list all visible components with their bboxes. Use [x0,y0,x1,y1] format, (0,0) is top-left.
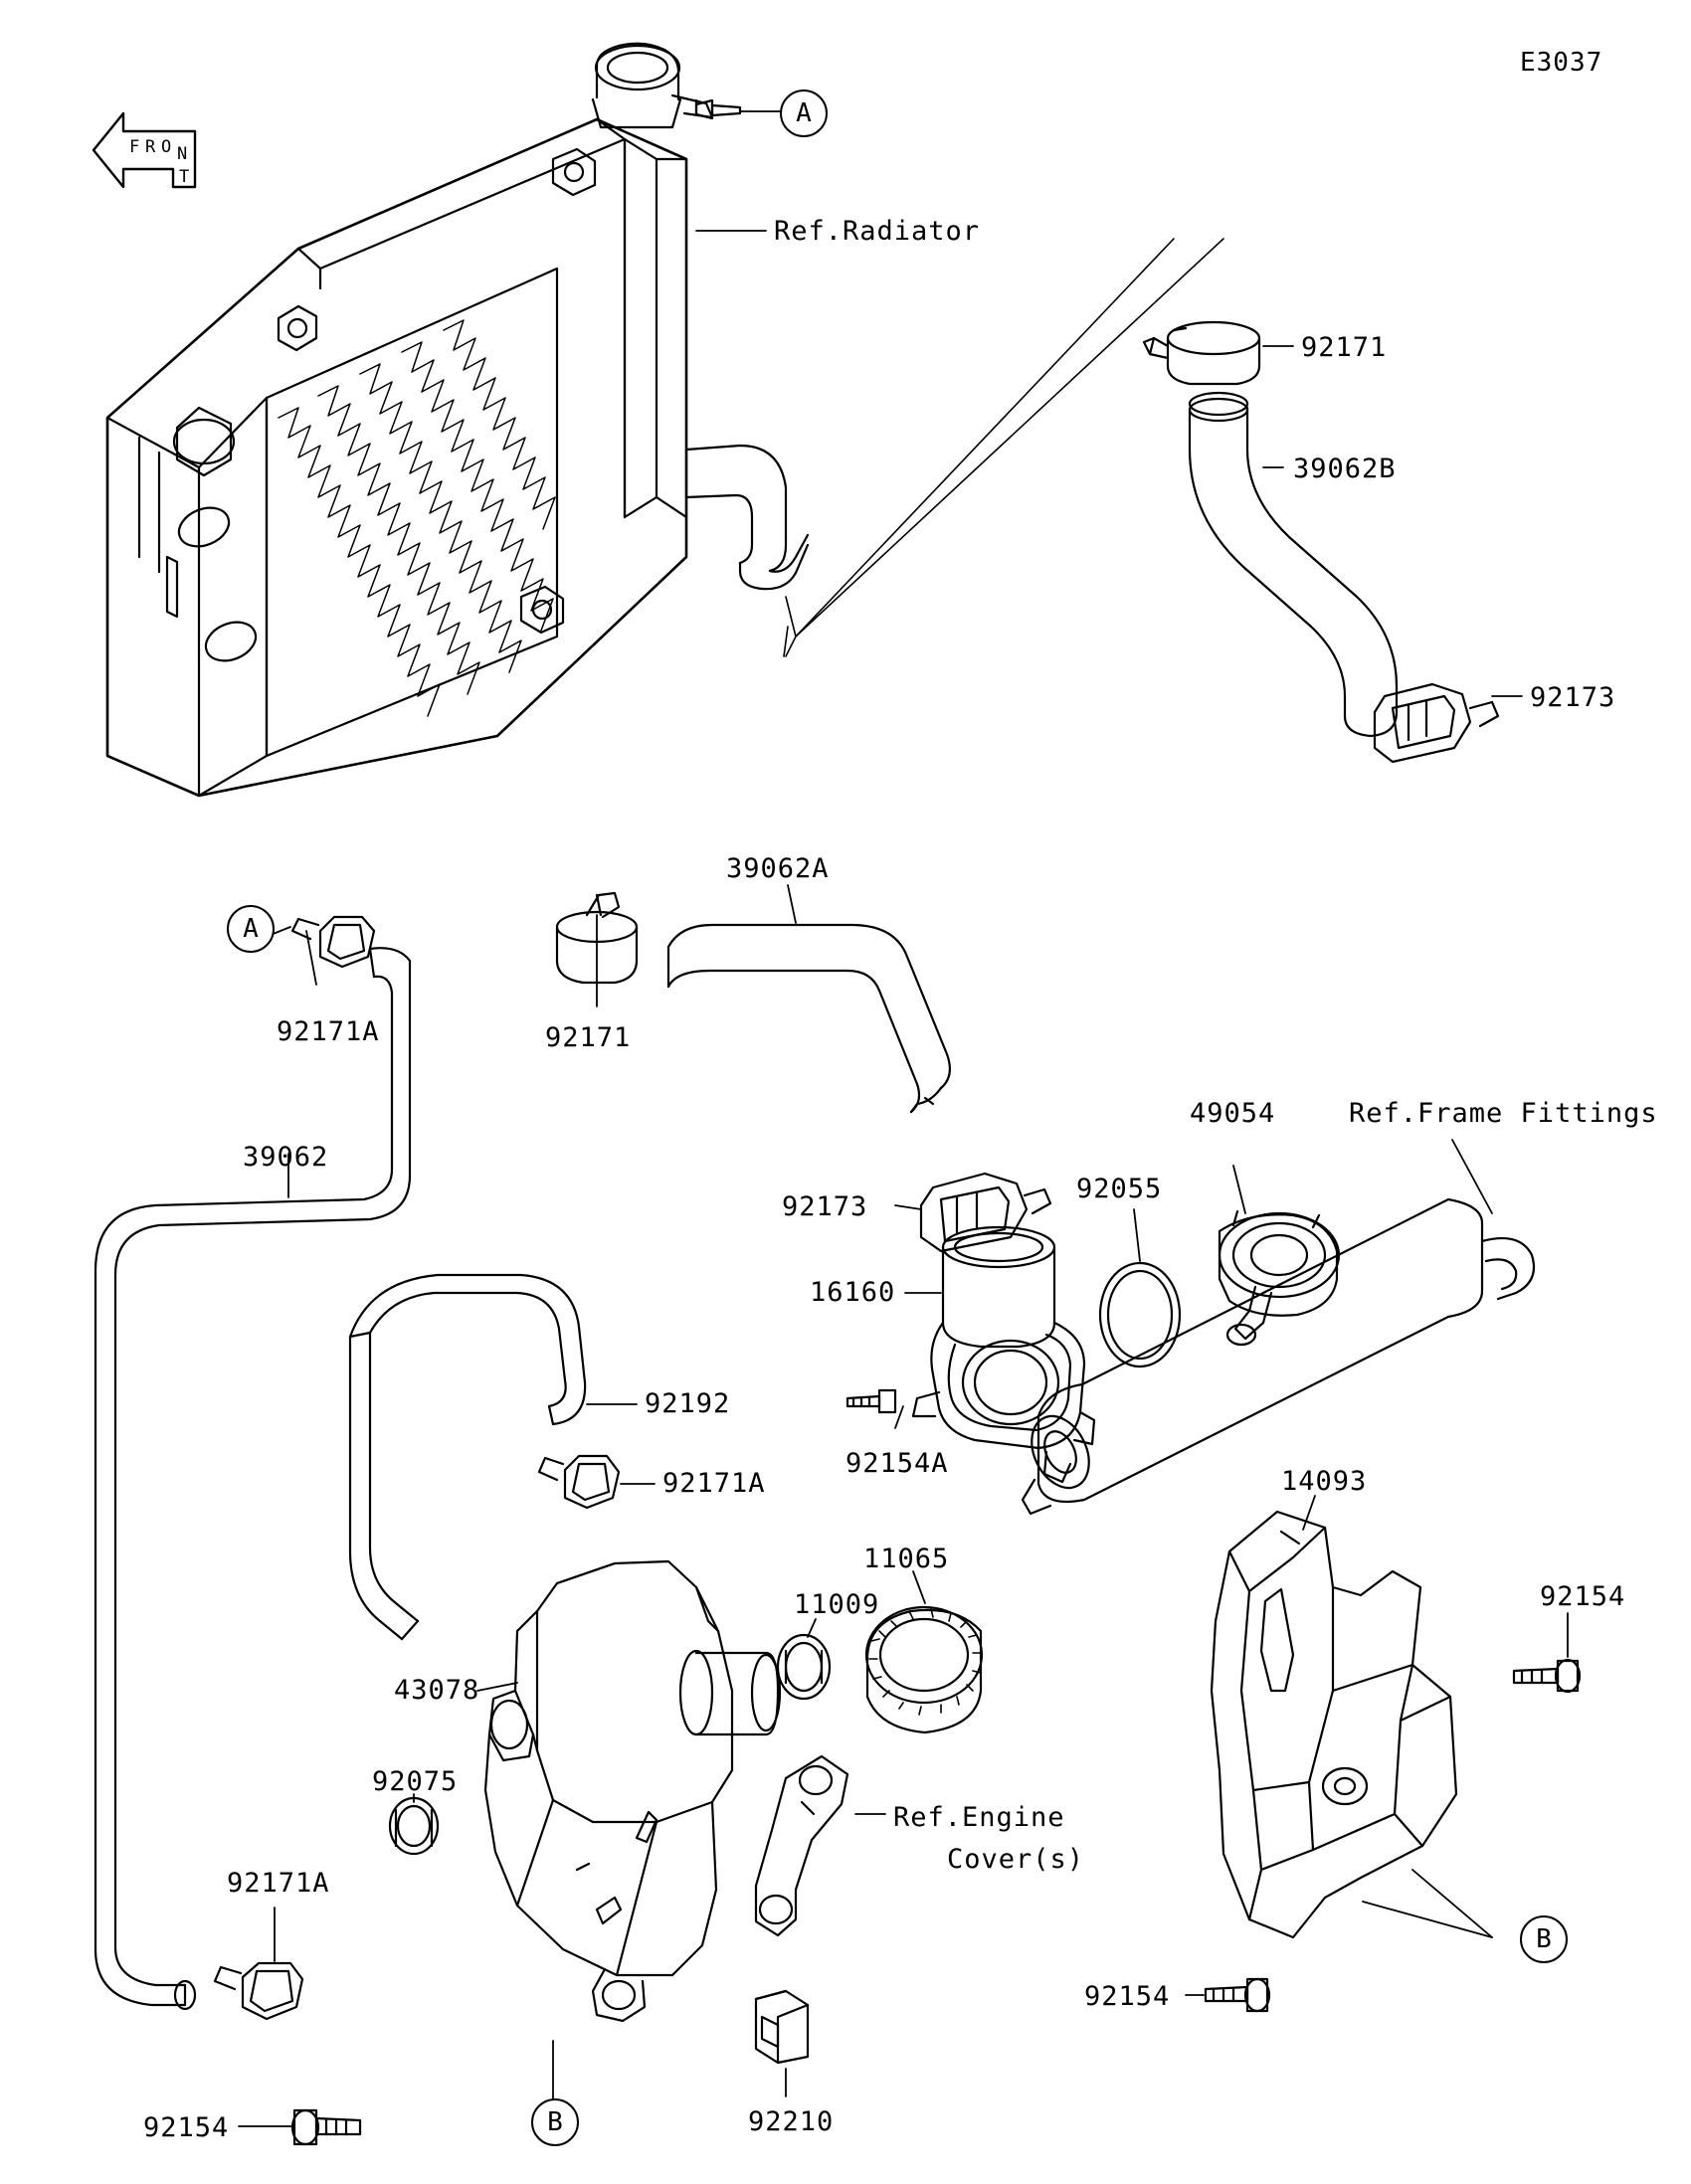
part-92171-upper-label: 92171 [1301,332,1388,363]
part-39062B-label: 39062B [1293,454,1397,484]
part-92171-mid-label: 92171 [545,1022,632,1053]
part-39062-label: 39062 [243,1142,329,1173]
part-92075-label: 92075 [372,1766,459,1797]
part-92154-bottomright-label: 92154 [1084,1981,1171,2012]
part-92192-label: 92192 [645,1388,731,1419]
part-16160-label: 16160 [810,1277,896,1308]
front-letter-o: O [161,137,172,157]
part-92055-label: 92055 [1076,1174,1163,1204]
callout-a-top: A [780,90,828,137]
callout-a-left: A [227,905,275,953]
callout-b-right: B [1520,1915,1568,1963]
ref-engine-cover-line2-label: Cover(s) [947,1844,1085,1875]
part-11009-label: 11009 [794,1589,880,1620]
ref-engine-cover-line1-label: Ref.Engine [893,1802,1065,1833]
part-11065-label: 11065 [863,1544,950,1574]
callout-b-bottom: B [531,2098,579,2146]
part-92210-label: 92210 [748,2106,835,2137]
ref-radiator-label: Ref.Radiator [774,216,981,247]
part-92171A-mid-label: 92171A [662,1468,766,1499]
part-14093-label: 14093 [1281,1466,1368,1497]
part-92171A-bottom-label: 92171A [227,1868,330,1899]
drawing-number: E3037 [1520,48,1603,78]
part-92154A-label: 92154A [846,1448,949,1479]
part-92154-bottomleft-label: 92154 [143,2112,230,2143]
front-letter-t: T [179,167,190,187]
part-92171A-left-label: 92171A [277,1016,380,1047]
part-92173-mid-label: 92173 [782,1191,868,1222]
front-letter-n: N [177,144,188,164]
part-92173-upper-label: 92173 [1530,682,1616,713]
front-letter-f: F [129,137,140,157]
ref-frame-fittings-label: Ref.Frame Fittings [1349,1098,1658,1129]
front-letter-r: R [145,137,156,157]
part-39062A-label: 39062A [726,853,830,884]
part-43078-label: 43078 [394,1675,480,1706]
front-direction-badge [88,107,227,217]
part-49054-label: 49054 [1190,1098,1276,1129]
part-92154-right-label: 92154 [1540,1581,1626,1612]
